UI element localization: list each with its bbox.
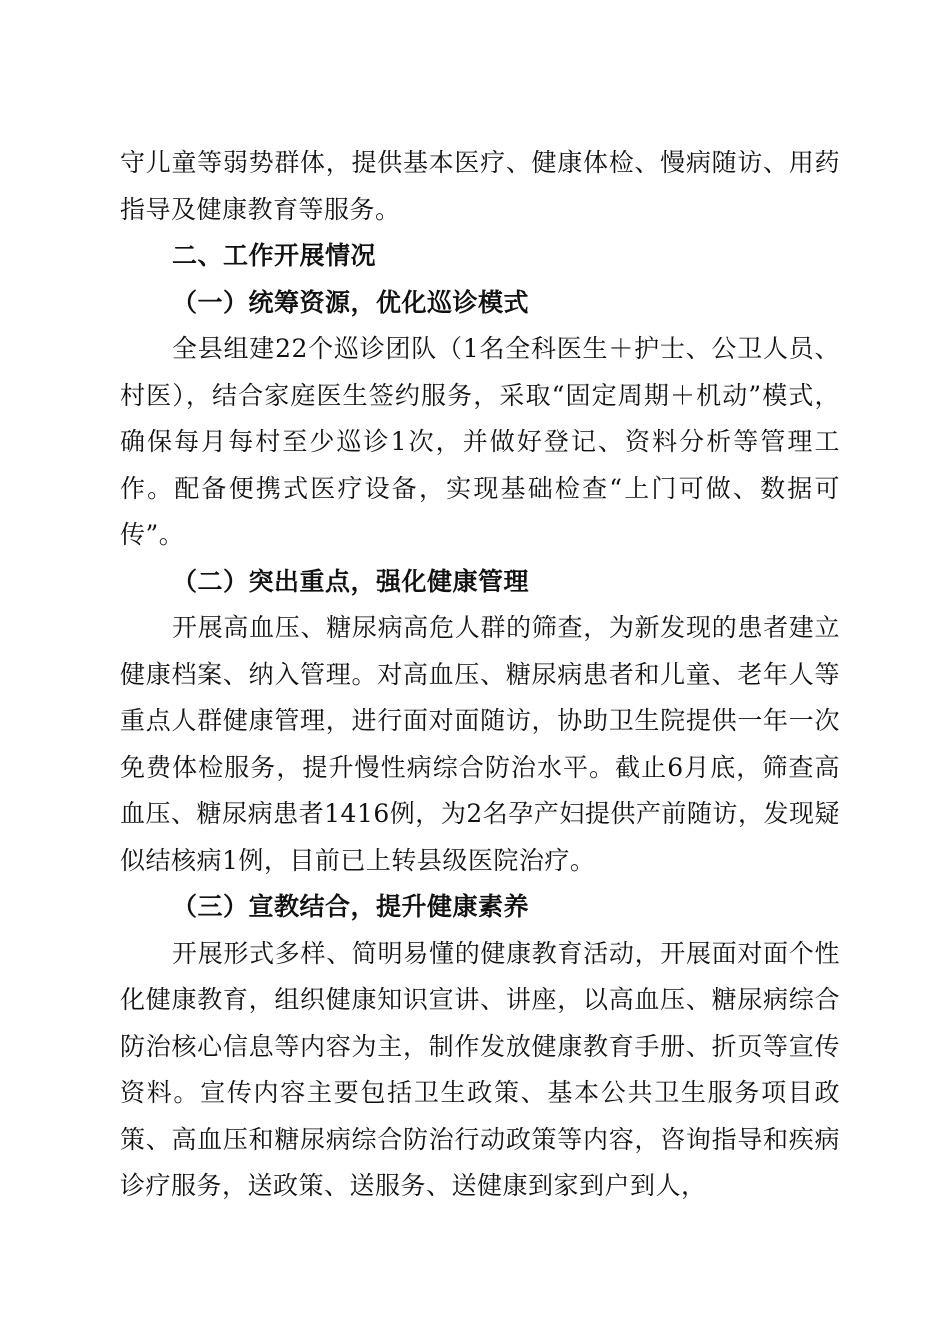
- subsection-heading-2: （二）突出重点，强化健康管理: [172, 566, 530, 596]
- paragraph-health-management: 开展高血压、糖尿病高危人群的筛查，为新发现的患者建立健康档案、纳入管理。对高血压、糖尿病患者和儿童、老年人等重点人群健康管理，进行面对面随访，协助卫生院提供一年一次免费体检服务，提升慢性病综合防治水平。截止6月底，筛查高血压、糖尿病患者1416例，为2名孕产妇提供产前随访，发现疑似结核病1例，目前已上转县级医院治疗。: [120, 613, 840, 875]
- document-body: [120, 140, 840, 1210]
- paragraph-health-education: 开展形式多样、简明易懂的健康教育活动，开展面对面个性化健康教育，组织健康知识宣讲、讲座，以高血压、糖尿病综合防治核心信息等内容为主，制作发放健康教育手册、折页等宣传资料。宣传内容主要包括卫生政策、基本公共卫生服务项目政策、高血压和糖尿病综合防治行动政策等内容，咨询指导和疾病诊疗服务，送政策、送服务、送健康到家到户到人，: [120, 938, 840, 1200]
- section-heading-work-progress: 二、工作开展情况: [172, 241, 377, 270]
- subsection-heading-1: （一）统筹资源，优化巡诊模式: [172, 287, 530, 317]
- subsection-heading-3: （三）宣教结合，提升健康素养: [172, 892, 530, 921]
- paragraph-tour-teams: 全县组建22个巡诊团队（1名全科医生＋护士、公卫人员、村医），结合家庭医生签约服务，采取“固定周期＋机动”模式，确保每月每村至少巡诊1次，并做好登记、资料分析等管理工作。配备便携式医疗设备，实现基础检查“上门可做、数据可传”。: [120, 334, 840, 549]
- paragraph-continued: 守儿童等弱势群体，提供基本医疗、健康体检、慢病随访、用药指导及健康教育等服务。: [120, 148, 840, 224]
